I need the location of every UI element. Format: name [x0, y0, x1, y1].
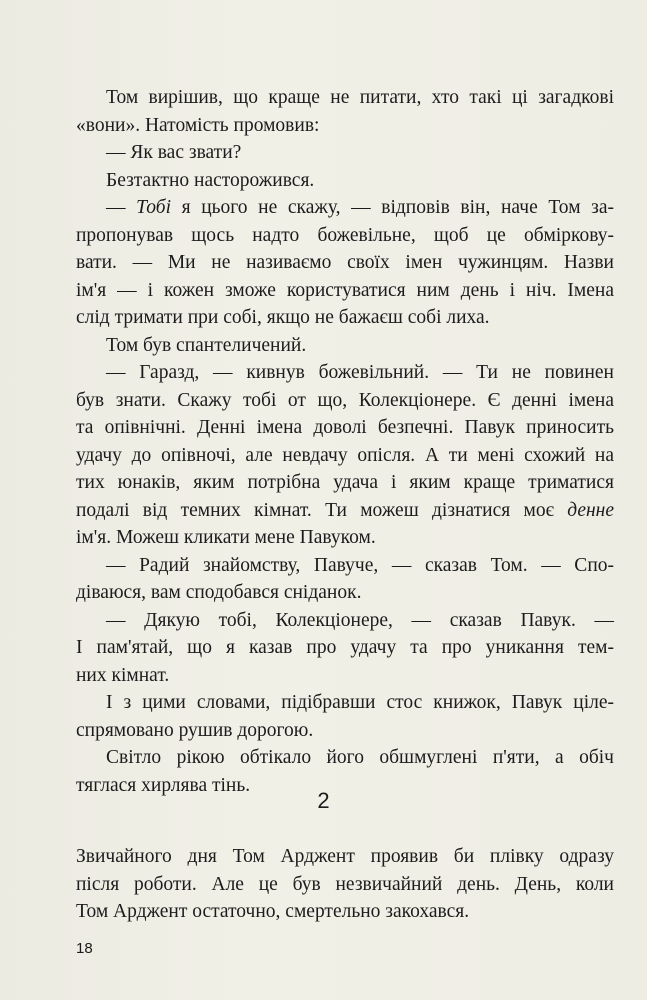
page-number: 18 — [76, 940, 93, 957]
text-line: спрямовано рушив дорогою. — [76, 719, 314, 741]
text-line: пропонував щось надто божевільне, щоб це обміркову- — [76, 224, 614, 246]
text-line-italic: — Тобі я цього не скажу, — відповів він, наче Том за- — [106, 197, 615, 218]
text-line: Безтактно насторожився. — [106, 169, 315, 191]
text-line: Світло рікою обтікало його обшмуглені п'яти, а обіч — [106, 747, 614, 768]
text-line: тих юнаків, яким потрібна удача і яким краще триматися — [76, 472, 614, 493]
text-line: Том Арджент остаточно, смертельно закохався. — [76, 901, 470, 922]
text-line: Том був спантеличений. — [106, 334, 307, 356]
text-line: вати. — Ми не називаємо своїх імен чужинцям. Назви — [76, 252, 614, 273]
text-line: — Радий знайомству, Павуче, — сказав Том. — Спо- — [106, 554, 614, 576]
text-line: після роботи. Але це був незвичайний день. День, коли — [76, 873, 614, 895]
body-text — [76, 84, 614, 799]
text-line: них кімнат. — [76, 664, 170, 686]
text-line: діваюся, вам сподобався сніданок. — [76, 582, 362, 603]
text-line: «вони». Натомість промовив: — [76, 114, 320, 136]
text-line: удачу до опівночі, але невдачу опісля. А ти мені схожий на — [76, 444, 614, 466]
chapter-heading: 2 — [317, 788, 330, 813]
text-line: ім'я. Можеш кликати мене Павуком. — [76, 527, 376, 548]
text-line: І з цими словами, підібравши стос книжок, Павук ціле- — [106, 692, 614, 713]
text-line: був знати. Скажу тобі от що, Колекціонере. Є денні імена — [76, 389, 614, 411]
text-line: та опівнічні. Денні імена доволі безпечні. Павук приносить — [76, 417, 614, 438]
text-line-italic: подалі від темних кімнат. Ти можеш дізнатися моє денне — [76, 499, 614, 521]
text-line: слід тримати при собі, якщо не бажаєш собі лиха. — [76, 307, 490, 328]
text-line: Звичайного дня Том Арджент проявив би плівку одразу — [76, 846, 614, 867]
text-line: тяглася хирлява тінь. — [76, 774, 251, 796]
text-line: І пам'ятай, що я казав про удачу та про уникання тем- — [76, 637, 614, 658]
text-line: ім'я — і кожен зможе користуватися ним день і ніч. Імена — [76, 279, 614, 301]
text-line: — Гаразд, — кивнув божевільний. — Ти не повинен — [106, 362, 614, 383]
chapter-text — [76, 843, 614, 926]
text-line: — Дякую тобі, Колекціонере, — сказав Павук. — — [106, 609, 614, 631]
text-line: Том вирішив, що краще не питати, хто такі ці загадкові — [106, 87, 614, 108]
text-line: — Як вас звати? — [106, 142, 242, 163]
